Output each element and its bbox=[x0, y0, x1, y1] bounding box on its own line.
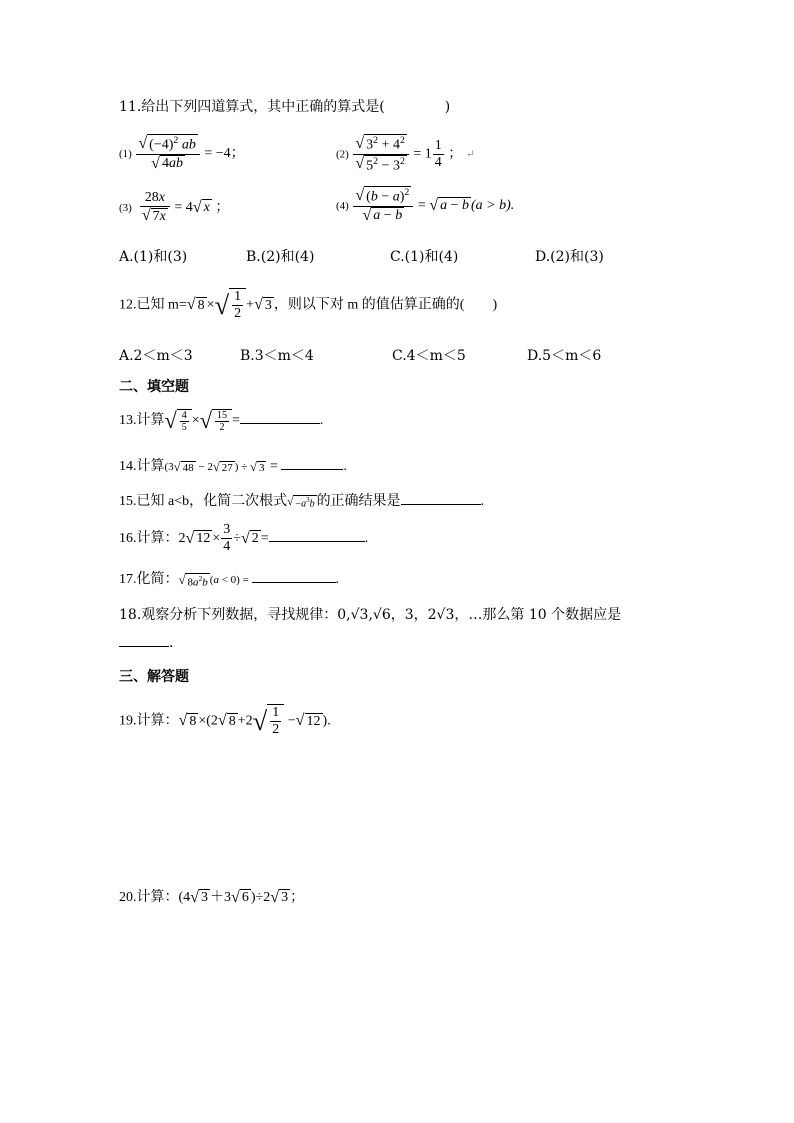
q12-option-a[interactable]: A.2＜m＜3 bbox=[119, 348, 193, 364]
q12-stem: 12.已知 m=√ 8 ×√ $\frac{1}{2}$ +√ 3 ，则以下对 m 的值估算正确的( ) bbox=[119, 289, 498, 322]
q11-item-3: (3) $\frac{28x}{√ 7x}$ = 4√ x ； bbox=[119, 190, 230, 225]
q11-item1-fraction: $\frac{√ (-4)^2 ab}{√ 4ab}$ bbox=[136, 134, 199, 173]
q13-answer-blank[interactable] bbox=[240, 409, 320, 424]
q18-answer-line: . bbox=[119, 632, 173, 651]
q14-answer-blank[interactable] bbox=[281, 455, 343, 470]
q12-option-d[interactable]: D.5＜m＜6 bbox=[527, 348, 602, 364]
q12-option-c[interactable]: C.4＜m＜5 bbox=[392, 348, 466, 364]
paragraph-mark-icon: ↵ bbox=[465, 148, 476, 161]
q17: 17.化简：√ $8a^2b$ (a < 0) = . bbox=[119, 568, 339, 588]
section-2-title: 二、填空题 bbox=[119, 379, 189, 395]
q13: 13.计算√ $\frac{4}{5}$ ×√ $\frac{15}{2}$ = . bbox=[119, 408, 324, 433]
q14: 14.计算(3√ 48 − 2√ 27 ) ÷ √ 3 = . bbox=[119, 455, 347, 475]
q15: 15.已知 a<b，化简二次根式√ $-a^3b$ 的正确结果是 . bbox=[119, 490, 484, 510]
q11-item3-fraction: $\frac{28x}{√ 7x}$ bbox=[140, 190, 170, 226]
q11-item2-fraction: $\frac{√ 3^2 + 4^2}{√ 5^2 - 3^2}$ bbox=[353, 134, 409, 175]
q11-option-c[interactable]: C.(1)和(4) bbox=[390, 249, 459, 265]
q11-item-4: (4) $\frac{√ (b - a)^2}{√ a - b}$ = √ a − b (a > b). bbox=[336, 186, 515, 224]
q18: 18.观察分析下列数据，寻找规律：0,√3,√6，3，2√3，…那么第 10 个数据应是 bbox=[119, 607, 622, 623]
q12-option-b[interactable]: B.3＜m＜4 bbox=[240, 348, 314, 364]
q11-option-b[interactable]: B.(2)和(4) bbox=[246, 249, 315, 265]
q11-stem: 11.给出下列四道算式，其中正确的算式是( ) bbox=[119, 99, 451, 115]
q16-answer-blank[interactable] bbox=[269, 527, 365, 542]
q17-answer-blank[interactable] bbox=[252, 568, 336, 583]
section-3-title: 三、解答题 bbox=[119, 669, 189, 685]
q15-answer-blank[interactable] bbox=[401, 490, 481, 505]
q11-option-a[interactable]: A.(1)和(3) bbox=[119, 249, 188, 265]
q11-item-1: (1) $\frac{√ (-4)^2 ab}{√ 4ab}$ = −4； bbox=[119, 134, 245, 172]
q19: 19.计算：√ 8 ×(2√ 8 +2√ $\frac{1}{2}$ −√ 12 ). bbox=[119, 705, 331, 738]
q18-answer-blank[interactable] bbox=[119, 632, 169, 647]
q11-item-2: (2) $\frac{√ 3^2 + 4^2}{√ 5^2 - 3^2}$ = 1 $\frac{1}{4}$ ； ↵ bbox=[336, 134, 476, 174]
q11-option-d[interactable]: D.(2)和(3) bbox=[535, 249, 604, 265]
q16: 16.计算：2√ 12 × $\frac{3}{4}$ ÷√ 2 = . bbox=[119, 522, 369, 555]
q20: 20.计算：(4√ 3 ＋3√ 6 )÷2√ 3 ； bbox=[119, 888, 305, 906]
q11-item4-fraction: $\frac{√ (b - a)^2}{√ a - b}$ bbox=[353, 186, 413, 225]
